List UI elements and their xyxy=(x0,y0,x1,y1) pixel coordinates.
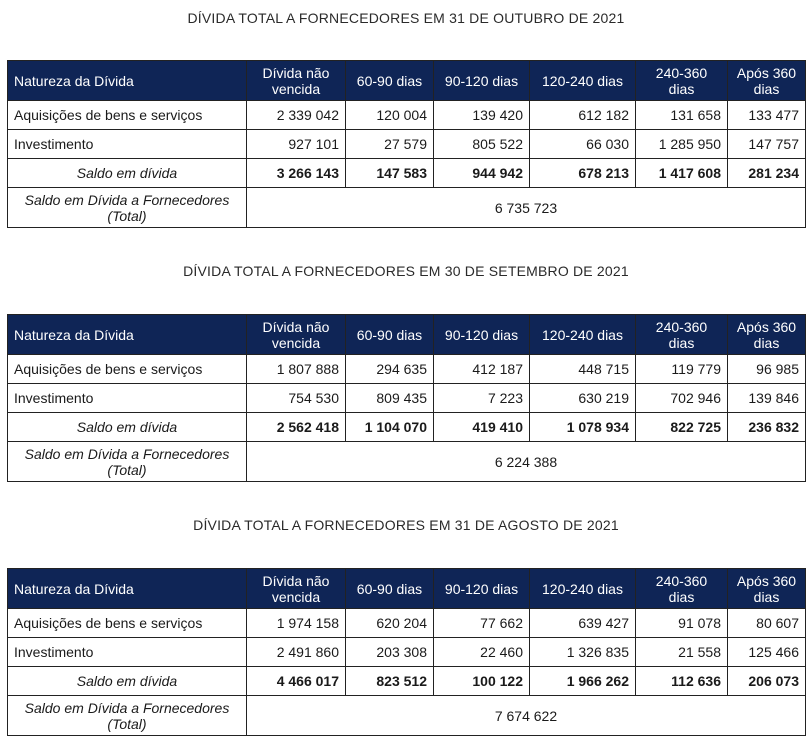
header-row xyxy=(8,61,806,101)
col-header-120-240: 120-240 dias xyxy=(530,569,636,609)
col-header-apos-360: Após 360 dias xyxy=(728,61,806,101)
total-row xyxy=(8,413,806,442)
col-header-240-360: 240-360 dias xyxy=(636,61,728,101)
cell: 120 004 xyxy=(346,101,434,130)
cell: 125 466 xyxy=(728,638,806,667)
row-label: Aquisições de bens e serviços xyxy=(8,101,247,130)
row-label: Investimento xyxy=(8,638,247,667)
total-cell: 3 266 143 xyxy=(247,159,346,188)
col-header-90-120: 90-120 dias xyxy=(434,61,530,101)
row-label: Aquisições de bens e serviços xyxy=(8,609,247,638)
total-label: Saldo em dívida xyxy=(8,413,247,442)
col-header-apos-360: Após 360 dias xyxy=(728,569,806,609)
grand-total-value: 7 674 622 xyxy=(247,696,806,736)
grand-total-row xyxy=(8,442,806,482)
cell: 1 974 158 xyxy=(247,609,346,638)
cell: 27 579 xyxy=(346,130,434,159)
debt-table xyxy=(7,568,806,736)
total-cell: 2 562 418 xyxy=(247,413,346,442)
cell: 119 779 xyxy=(636,355,728,384)
total-cell: 678 213 xyxy=(530,159,636,188)
cell: 612 182 xyxy=(530,101,636,130)
col-header-90-120: 90-120 dias xyxy=(434,315,530,355)
cell: 630 219 xyxy=(530,384,636,413)
cell: 1 807 888 xyxy=(247,355,346,384)
total-label: Saldo em dívida xyxy=(8,159,247,188)
col-header-60-90: 60-90 dias xyxy=(346,569,434,609)
col-header-natureza: Natureza da Dívida xyxy=(8,569,247,609)
debt-table xyxy=(7,314,806,482)
cell: 22 460 xyxy=(434,638,530,667)
cell: 809 435 xyxy=(346,384,434,413)
total-row xyxy=(8,667,806,696)
total-cell: 112 636 xyxy=(636,667,728,696)
col-header-90-120: 90-120 dias xyxy=(434,569,530,609)
total-cell: 281 234 xyxy=(728,159,806,188)
grand-total-row xyxy=(8,696,806,736)
grand-total-row xyxy=(8,188,806,228)
col-header-60-90: 60-90 dias xyxy=(346,61,434,101)
cell: 448 715 xyxy=(530,355,636,384)
table-row xyxy=(8,609,806,638)
cell: 754 530 xyxy=(247,384,346,413)
total-cell: 823 512 xyxy=(346,667,434,696)
col-header-240-360: 240-360 dias xyxy=(636,569,728,609)
cell: 203 308 xyxy=(346,638,434,667)
cell: 133 477 xyxy=(728,101,806,130)
cell: 91 078 xyxy=(636,609,728,638)
total-cell: 1 966 262 xyxy=(530,667,636,696)
col-header-nao-vencida: Dívida não vencida xyxy=(247,61,346,101)
section-october xyxy=(7,8,805,228)
section-title: DÍVIDA TOTAL A FORNECEDORES EM 31 DE OUTUBRO DE 2021 xyxy=(187,10,625,26)
total-cell: 4 466 017 xyxy=(247,667,346,696)
section-title: DÍVIDA TOTAL A FORNECEDORES EM 30 DE SETEMBRO DE 2021 xyxy=(183,263,629,279)
grand-total-value: 6 224 388 xyxy=(247,442,806,482)
col-header-120-240: 120-240 dias xyxy=(530,61,636,101)
cell: 294 635 xyxy=(346,355,434,384)
table-row xyxy=(8,384,806,413)
total-row xyxy=(8,159,806,188)
cell: 7 223 xyxy=(434,384,530,413)
cell: 639 427 xyxy=(530,609,636,638)
grand-total-value: 6 735 723 xyxy=(247,188,806,228)
cell: 80 607 xyxy=(728,609,806,638)
cell: 96 985 xyxy=(728,355,806,384)
table-row xyxy=(8,130,806,159)
row-label: Investimento xyxy=(8,384,247,413)
grand-total-label: Saldo em Dívida a Fornecedores (Total) xyxy=(8,696,247,736)
header-row xyxy=(8,569,806,609)
col-header-120-240: 120-240 dias xyxy=(530,315,636,355)
table-row xyxy=(8,101,806,130)
total-cell: 236 832 xyxy=(728,413,806,442)
cell: 1 326 835 xyxy=(530,638,636,667)
cell: 927 101 xyxy=(247,130,346,159)
col-header-apos-360: Após 360 dias xyxy=(728,315,806,355)
cell: 66 030 xyxy=(530,130,636,159)
section-title: DÍVIDA TOTAL A FORNECEDORES EM 31 DE AGOSTO DE 2021 xyxy=(193,517,619,533)
col-header-nao-vencida: Dívida não vencida xyxy=(247,569,346,609)
header-row xyxy=(8,315,806,355)
col-header-nao-vencida: Dívida não vencida xyxy=(247,315,346,355)
cell: 21 558 xyxy=(636,638,728,667)
grand-total-label: Saldo em Dívida a Fornecedores (Total) xyxy=(8,442,247,482)
total-cell: 419 410 xyxy=(434,413,530,442)
total-cell: 1 104 070 xyxy=(346,413,434,442)
cell: 77 662 xyxy=(434,609,530,638)
cell: 805 522 xyxy=(434,130,530,159)
cell: 139 846 xyxy=(728,384,806,413)
total-cell: 944 942 xyxy=(434,159,530,188)
cell: 2 339 042 xyxy=(247,101,346,130)
total-cell: 206 073 xyxy=(728,667,806,696)
cell: 412 187 xyxy=(434,355,530,384)
total-cell: 147 583 xyxy=(346,159,434,188)
cell: 147 757 xyxy=(728,130,806,159)
col-header-240-360: 240-360 dias xyxy=(636,315,728,355)
total-cell: 1 078 934 xyxy=(530,413,636,442)
col-header-natureza: Natureza da Dívida xyxy=(8,61,247,101)
total-cell: 1 417 608 xyxy=(636,159,728,188)
grand-total-label: Saldo em Dívida a Fornecedores (Total) xyxy=(8,188,247,228)
total-cell: 822 725 xyxy=(636,413,728,442)
debt-table xyxy=(7,60,806,228)
section-august xyxy=(7,515,805,736)
table-row xyxy=(8,638,806,667)
cell: 1 285 950 xyxy=(636,130,728,159)
col-header-natureza: Natureza da Dívida xyxy=(8,315,247,355)
total-cell: 100 122 xyxy=(434,667,530,696)
row-label: Investimento xyxy=(8,130,247,159)
section-september xyxy=(7,261,805,482)
cell: 620 204 xyxy=(346,609,434,638)
col-header-60-90: 60-90 dias xyxy=(346,315,434,355)
table-row xyxy=(8,355,806,384)
cell: 139 420 xyxy=(434,101,530,130)
cell: 2 491 860 xyxy=(247,638,346,667)
row-label: Aquisições de bens e serviços xyxy=(8,355,247,384)
cell: 702 946 xyxy=(636,384,728,413)
total-label: Saldo em dívida xyxy=(8,667,247,696)
cell: 131 658 xyxy=(636,101,728,130)
